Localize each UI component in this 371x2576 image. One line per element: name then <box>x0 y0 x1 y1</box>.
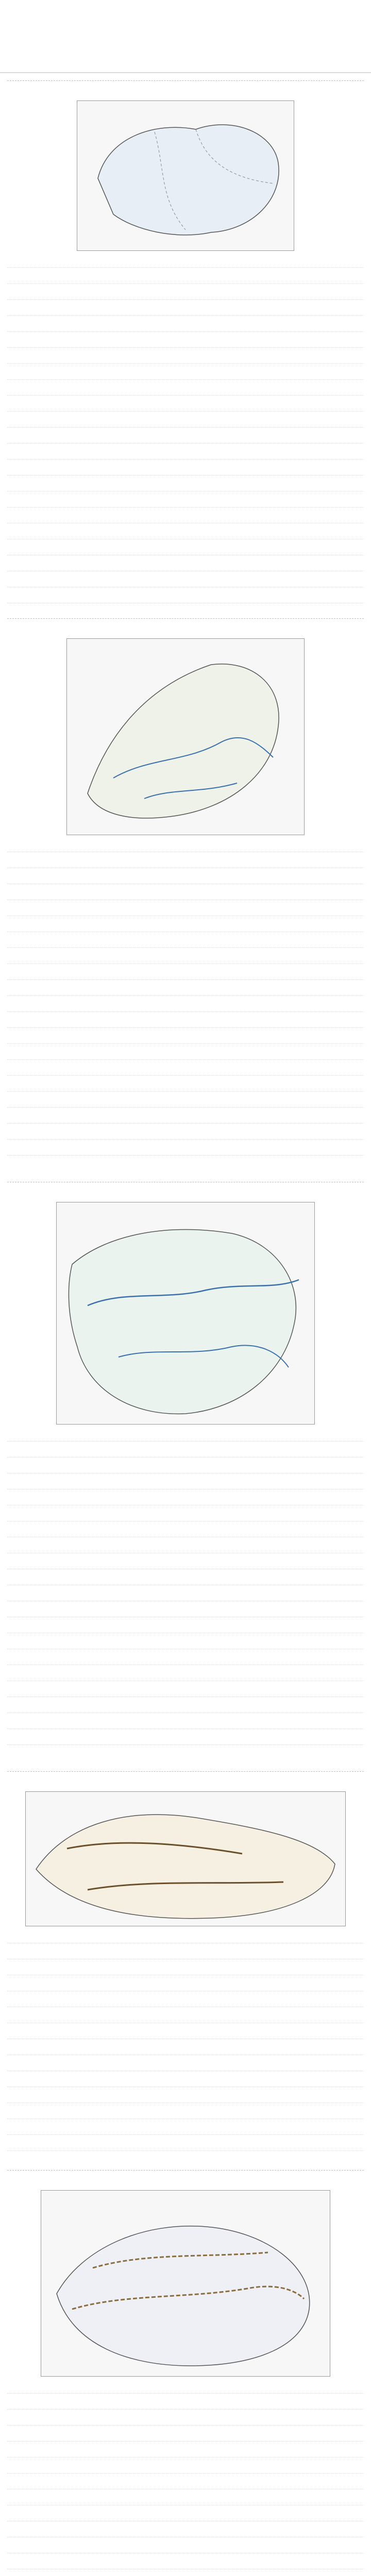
answer-line <box>7 305 364 316</box>
answer-line <box>7 2415 364 2426</box>
answer-line <box>7 1097 364 1108</box>
answer-line <box>7 449 364 460</box>
answer-line <box>7 273 364 284</box>
answer-line <box>7 2447 364 2458</box>
answer-line <box>7 985 364 996</box>
answer-line <box>7 1654 364 1665</box>
answer-line <box>7 1686 364 1697</box>
answer-line <box>7 1145 364 1156</box>
section-intro <box>7 2174 364 2185</box>
answer-line <box>7 2527 364 2537</box>
answer-line <box>7 592 364 603</box>
answer-line <box>7 577 364 587</box>
answer-line <box>7 921 364 932</box>
answer-line <box>7 2463 364 2473</box>
answer-line <box>7 1431 364 1442</box>
answer-line <box>7 2012 364 2023</box>
answer-line <box>7 841 364 852</box>
answer-line <box>7 1964 364 1975</box>
qinghai-tibet-region-map <box>41 2190 330 2377</box>
answer-lines <box>7 1431 364 1745</box>
answer-lines <box>7 841 364 1156</box>
answer-line <box>7 2028 364 2039</box>
section-intro <box>7 1775 364 1786</box>
answer-line <box>7 1638 364 1649</box>
answer-line <box>7 953 364 964</box>
title-banner <box>0 0 371 73</box>
question-section-2 <box>7 618 364 1175</box>
answer-line <box>7 497 364 507</box>
answer-lines <box>7 257 364 603</box>
question-section-4 <box>7 1771 364 2163</box>
north-region-map <box>66 638 305 835</box>
answer-line <box>7 465 364 476</box>
answer-line <box>7 433 364 444</box>
answer-line <box>7 385 364 396</box>
answer-line <box>7 2092 364 2103</box>
answer-line <box>7 1574 364 1585</box>
answer-line <box>7 1049 364 1060</box>
map-drawing <box>77 101 294 250</box>
answer-line <box>7 1495 364 1505</box>
answer-line <box>7 321 364 332</box>
answer-line <box>7 529 364 539</box>
map-drawing <box>41 2191 330 2376</box>
answer-line <box>7 369 364 380</box>
answer-line <box>7 2399 364 2410</box>
answer-line <box>7 2383 364 2394</box>
answer-line <box>7 1933 364 1943</box>
map-drawing <box>57 1202 314 1424</box>
answer-line <box>7 1996 364 2007</box>
answer-line <box>7 1001 364 1012</box>
answer-line <box>7 1017 364 1028</box>
answer-line <box>7 561 364 571</box>
answer-line <box>7 2044 364 2055</box>
answer-line <box>7 417 364 428</box>
answer-line <box>7 1670 364 1681</box>
answer-line <box>7 2140 364 2151</box>
answer-line <box>7 1527 364 1537</box>
south-region-map <box>56 1202 315 1425</box>
answer-line <box>7 257 364 268</box>
section-intro <box>7 84 364 95</box>
answer-line <box>7 1113 364 1124</box>
answer-line <box>7 2076 364 2087</box>
answer-line <box>7 401 364 412</box>
answer-line <box>7 2431 364 2442</box>
answer-line <box>7 1033 364 1044</box>
answer-line <box>7 2124 364 2135</box>
question-section-3 <box>7 1182 364 1764</box>
answer-line <box>7 873 364 884</box>
answer-line <box>7 1702 364 1713</box>
answer-line <box>7 545 364 555</box>
answer-line <box>7 2558 364 2569</box>
answer-line <box>7 2108 364 2119</box>
answer-line <box>7 1606 364 1617</box>
section-intro <box>7 622 364 633</box>
answer-line <box>7 1622 364 1633</box>
answer-line <box>7 857 364 868</box>
answer-line <box>7 2543 364 2553</box>
answer-line <box>7 1948 364 1959</box>
answer-lines <box>7 2383 364 2576</box>
northwest-region-map <box>25 1791 346 1926</box>
answer-line <box>7 1065 364 1076</box>
answer-line <box>7 905 364 916</box>
answer-line <box>7 2511 364 2521</box>
answer-line <box>7 289 364 300</box>
answer-line <box>7 1718 364 1729</box>
section-intro <box>7 1185 364 1197</box>
answer-line <box>7 937 364 948</box>
question-section-1 <box>7 80 364 611</box>
answer-line <box>7 1479 364 1489</box>
map-drawing <box>26 1792 345 1926</box>
answer-line <box>7 1543 364 1553</box>
answer-line <box>7 513 364 523</box>
answer-line <box>7 889 364 900</box>
answer-line <box>7 1511 364 1521</box>
answer-line <box>7 1980 364 1991</box>
answer-line <box>7 1463 364 1473</box>
answer-line <box>7 1447 364 1458</box>
answer-line <box>7 353 364 364</box>
answer-line <box>7 1081 364 1092</box>
answer-line <box>7 2060 364 2071</box>
answer-line <box>7 1590 364 1601</box>
answer-line <box>7 1734 364 1745</box>
answer-line <box>7 337 364 348</box>
answer-line <box>7 1558 364 1569</box>
answer-line <box>7 969 364 980</box>
answer-line <box>7 481 364 492</box>
answer-line <box>7 2479 364 2489</box>
answer-line <box>7 1129 364 1140</box>
answer-line <box>7 2495 364 2505</box>
map-drawing <box>67 639 304 835</box>
answer-lines <box>7 1933 364 2151</box>
question-section-5 <box>7 2170 364 2576</box>
china-regions-map <box>77 100 294 251</box>
